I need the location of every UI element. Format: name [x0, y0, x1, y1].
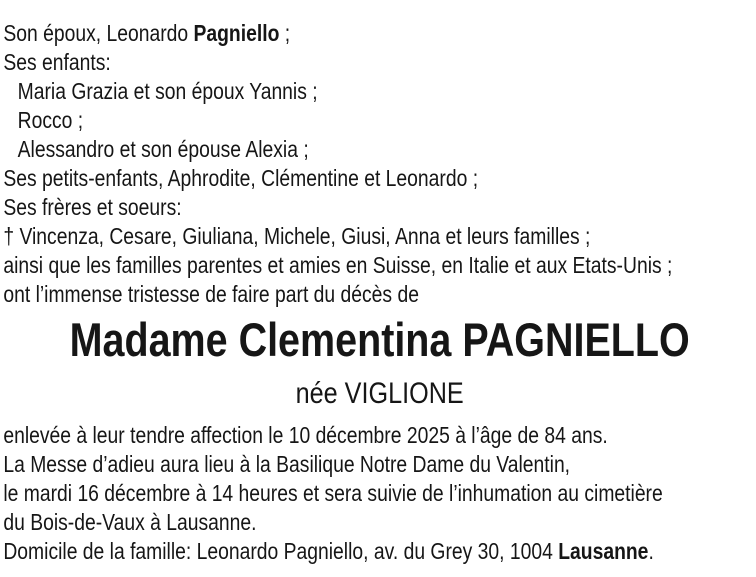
domicile-city-bold: Lausanne: [558, 538, 649, 564]
spouse-surname-bold: Pagniello: [193, 20, 280, 46]
child-line: Rocco ;: [17, 107, 84, 133]
burial-line-1: le mardi 16 décembre à 14 heures et sera suivie de l’inhumation au cimetière: [3, 480, 663, 506]
child-line: Maria Grazia et son époux Yannis ;: [17, 78, 318, 104]
announcement-line: ont l’immense tristesse de faire part du décès de: [3, 281, 419, 307]
siblings-header-line: Ses frères et soeurs:: [3, 194, 182, 220]
siblings-line: † Vincenza, Cesare, Giuliana, Michele, Giusi, Anna et leurs familles ;: [3, 223, 591, 249]
family-announcement-section: [3, 19, 756, 309]
spouse-line: [3, 19, 756, 48]
family-domicile-line: [3, 537, 756, 566]
death-date-line: enlevée à leur tendre affection le 10 décembre 2025 à l’âge de 84 ans.: [3, 422, 608, 448]
domicile-line-post: .: [648, 538, 654, 564]
children-header-line: Ses enfants:: [3, 49, 111, 75]
deceased-name: Madame Clementina PAGNIELLO: [69, 313, 690, 366]
maiden-name: née VIGLIONE: [295, 377, 464, 410]
child-line: Alessandro et son épouse Alexia ;: [17, 136, 309, 162]
grandchildren-line: Ses petits-enfants, Aphrodite, Clémentine et Leonardo ;: [3, 165, 479, 191]
burial-line-2: du Bois-de-Vaux à Lausanne.: [3, 509, 257, 535]
spouse-line-pre: Son époux, Leonardo: [3, 20, 194, 46]
extended-families-line: ainsi que les familles parentes et amies en Suisse, en Italie et aux Etats-Unis ;: [3, 252, 673, 278]
spouse-line-post: ;: [279, 20, 291, 46]
mass-line: La Messe d’adieu aura lieu à la Basilique Notre Dame du Valentin,: [3, 451, 571, 477]
domicile-line-pre: Domicile de la famille: Leonardo Pagniello, av. du Grey 30, 1004: [3, 538, 559, 564]
ceremony-details-section: [3, 421, 756, 566]
